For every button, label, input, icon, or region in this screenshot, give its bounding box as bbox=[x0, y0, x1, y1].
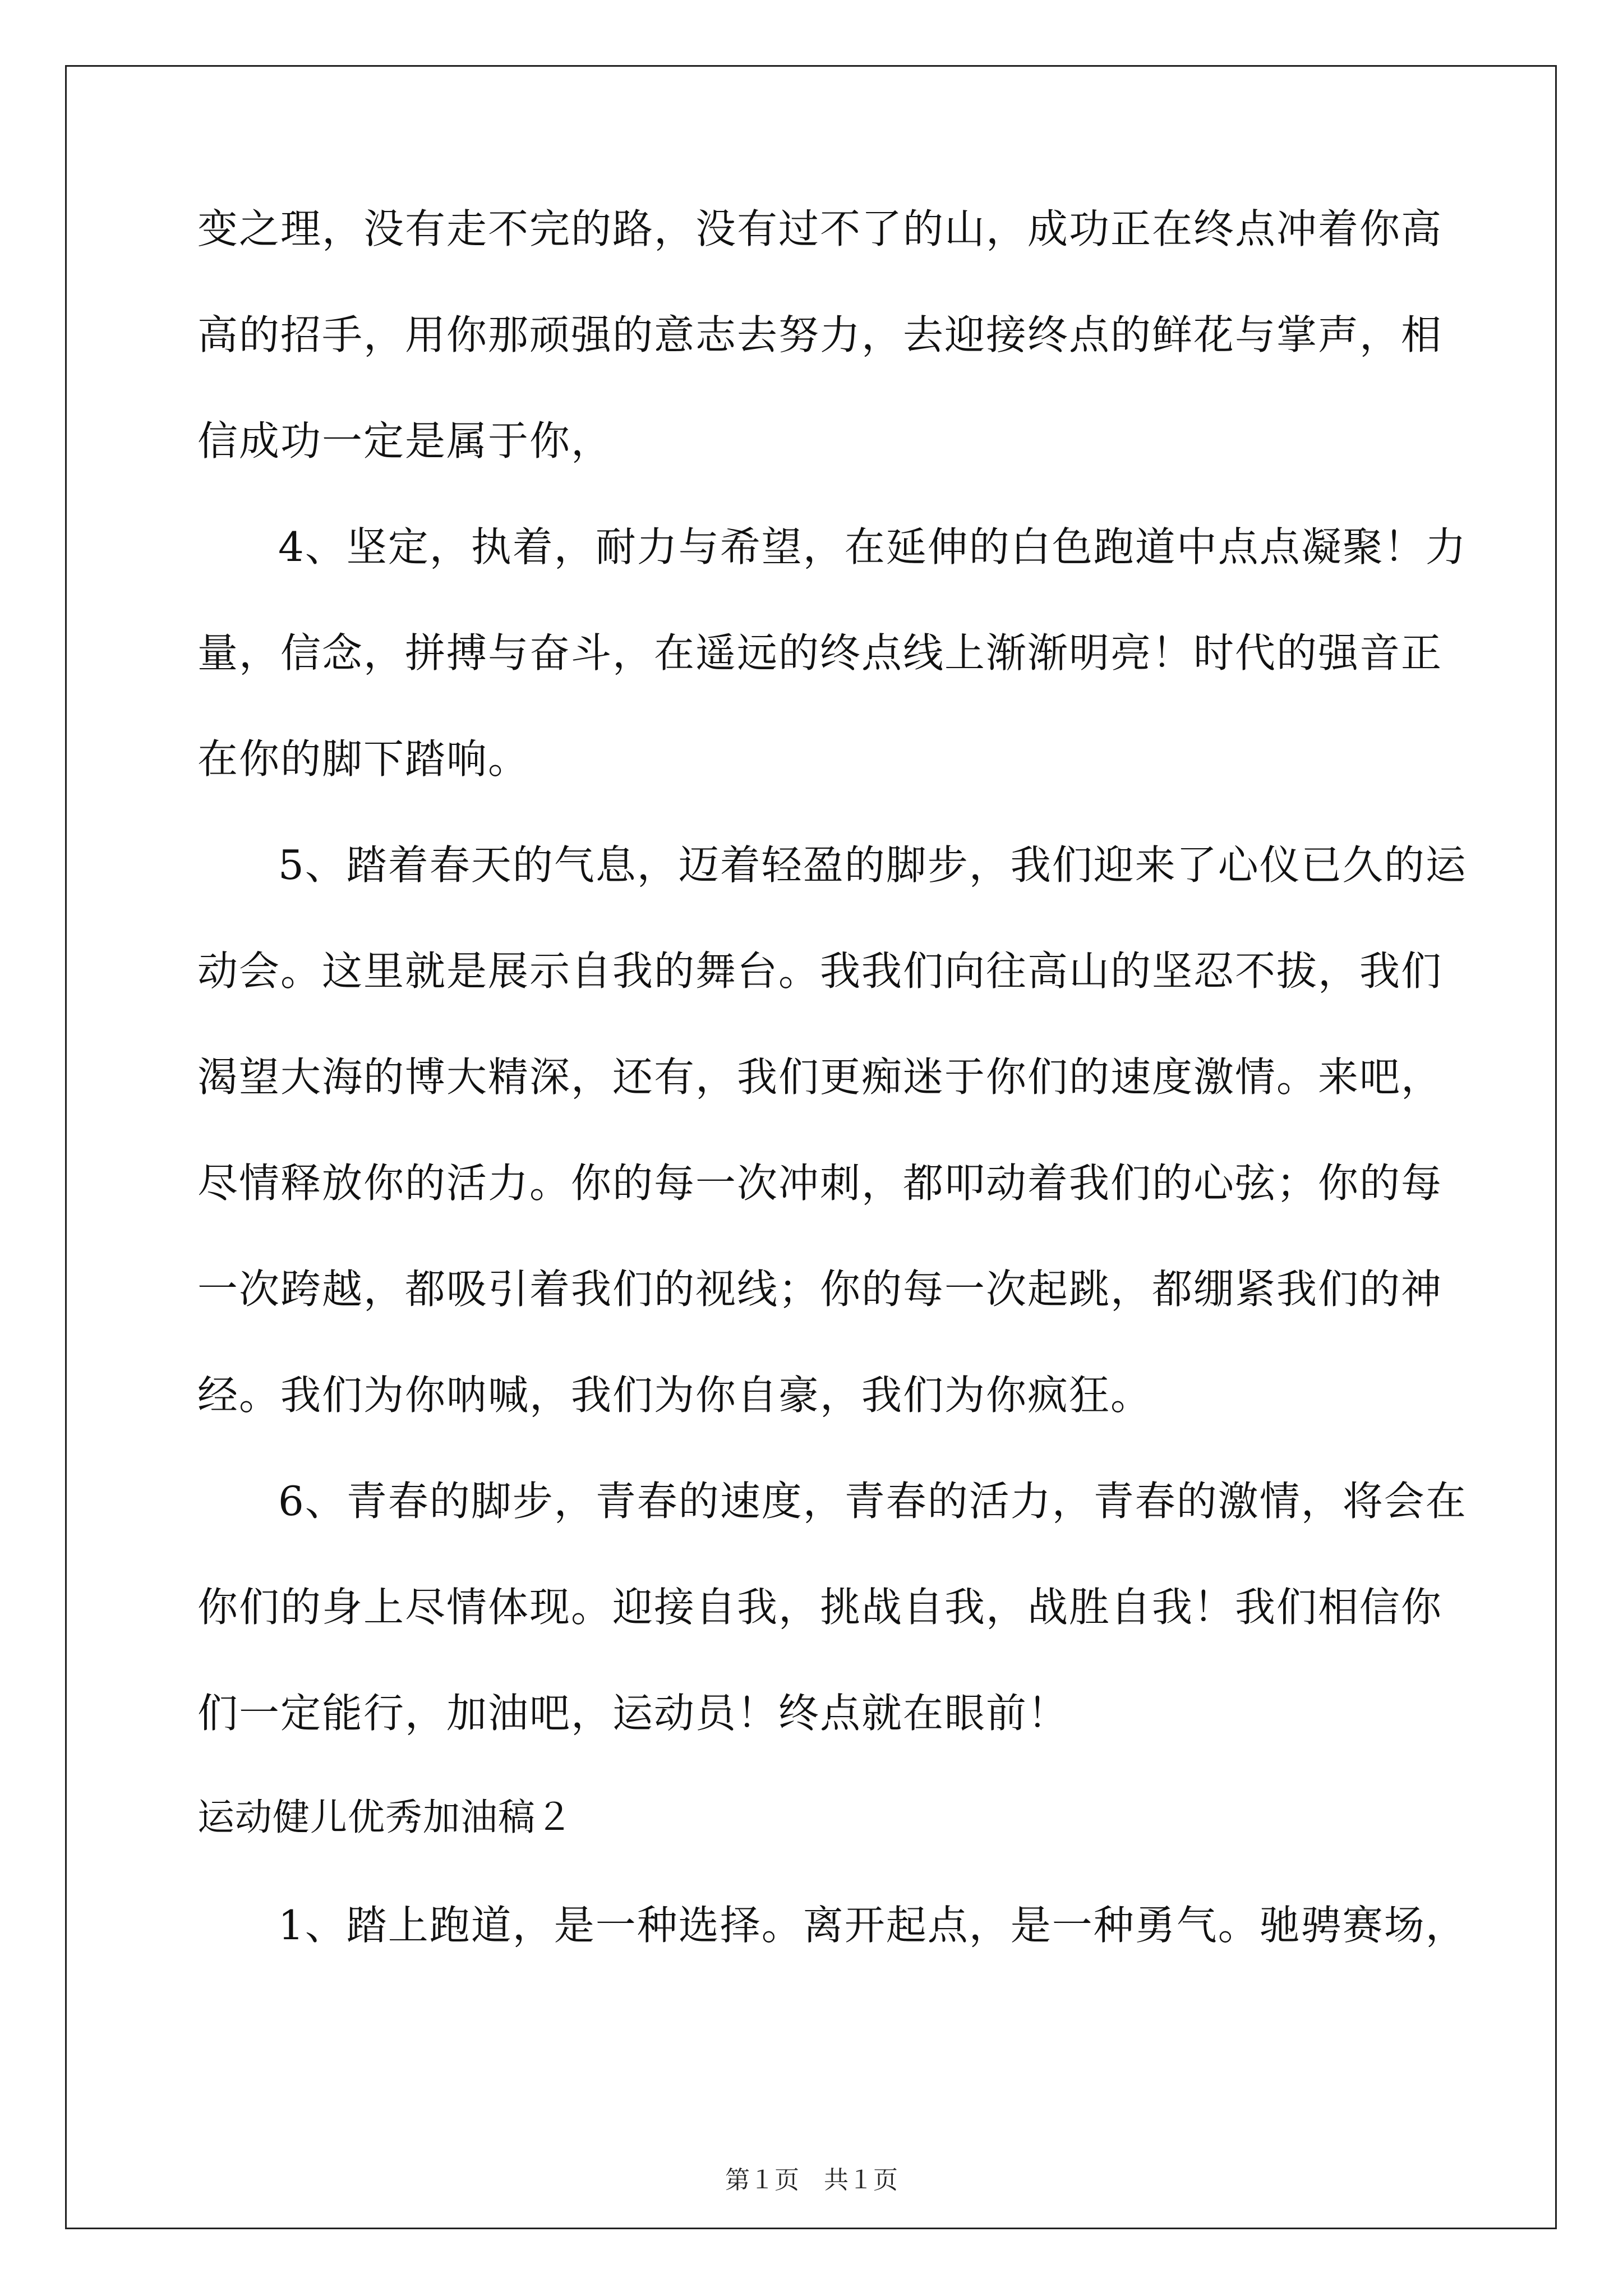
document-body bbox=[197, 205, 1467, 2011]
paragraph-line: 4、坚定，执着，耐力与希望，在延伸的白色跑道中点点凝聚！力 bbox=[278, 523, 1467, 570]
paragraph-line: 们一定能行，加油吧，运动员！终点就在眼前！ bbox=[197, 1690, 1069, 1737]
paragraph-intro bbox=[197, 205, 1443, 527]
paragraph-line: 经。我们为你呐喊，我们为你自豪，我们为你疯狂。 bbox=[197, 1372, 1152, 1419]
paragraph-line: 尽情释放你的活力。你的每一次冲刺，都叩动着我们的心弦；你的每 bbox=[197, 1159, 1443, 1207]
paragraph-5 bbox=[197, 841, 1467, 1481]
paragraph-next-1 bbox=[197, 1902, 1467, 2011]
paragraph-line: 1、踏上跑道，是一种选择。离开起点，是一种勇气。驰骋赛场， bbox=[278, 1902, 1467, 1949]
paragraph-line: 6、青春的脚步，青春的速度，青春的活力，青春的激情，将会在 bbox=[278, 1478, 1467, 1525]
paragraph-6 bbox=[197, 1478, 1467, 1799]
paragraph-line: 渴望大海的博大精深，还有，我们更痴迷于你们的速度激情。来吧， bbox=[197, 1053, 1443, 1101]
paragraph-line: 一次跨越，都吸引着我们的视线；你的每一次起跳，都绷紧我们的神 bbox=[197, 1266, 1443, 1313]
paragraph-line: 你们的身上尽情体现。迎接自我，挑战自我，战胜自我！我们相信你 bbox=[197, 1584, 1443, 1631]
paragraph-line: 高的招手，用你那顽强的意志去努力，去迎接终点的鲜花与掌声，相 bbox=[197, 311, 1443, 358]
paragraph-line: 信成功一定是属于你， bbox=[197, 417, 613, 464]
paragraph-line: 量，信念，拼搏与奋斗，在遥远的终点线上渐渐明亮！时代的强音正 bbox=[197, 629, 1443, 677]
paragraph-line: 在你的脚下踏响。 bbox=[197, 735, 530, 783]
paragraph-4 bbox=[197, 523, 1467, 845]
paragraph-line: 动会。这里就是展示自我的舞台。我我们向往高山的坚忍不拔，我们 bbox=[197, 947, 1443, 995]
page-number-footer: 第１页 共１页 bbox=[725, 2166, 898, 2194]
paragraph-line: 变之理，没有走不完的路，没有过不了的山，成功正在终点冲着你高 bbox=[197, 205, 1443, 252]
section-heading: 运动健儿优秀加油稿２ bbox=[197, 1796, 573, 1839]
paragraph-line: 5、踏着春天的气息，迈着轻盈的脚步，我们迎来了心仪已久的运 bbox=[278, 841, 1467, 889]
